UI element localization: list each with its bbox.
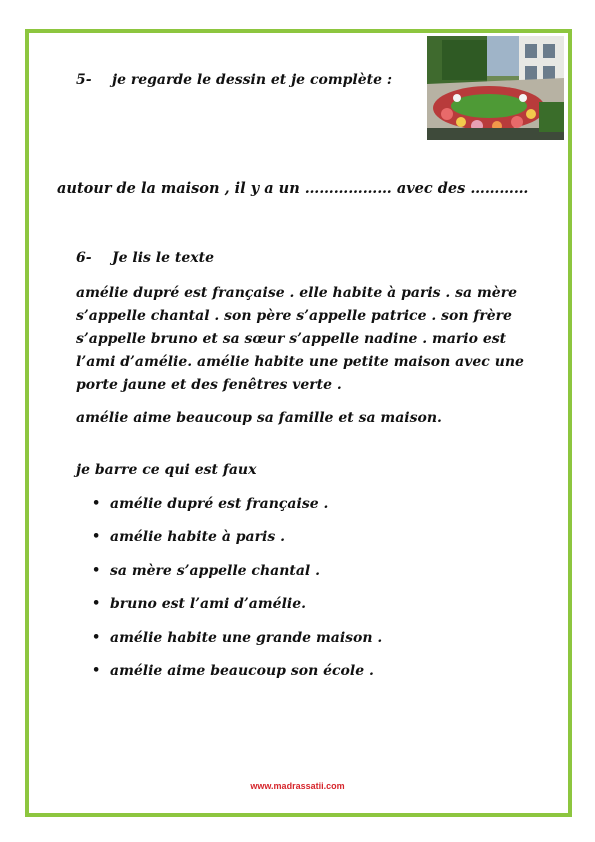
exercise-6-heading [76, 250, 214, 266]
statement-text: sa mère s’appelle chantal . [110, 562, 320, 579]
exercise-5-instruction: je regarde le dessin et je complète : [112, 72, 393, 88]
bullet-icon: • [92, 596, 101, 612]
list-item [92, 496, 382, 529]
exercise-6-instruction: Je lis le texte [112, 250, 214, 266]
reading-text [76, 282, 546, 430]
garden-photo [427, 36, 564, 140]
statement-text: amélie aime beaucoup son école . [110, 662, 374, 679]
statement-text: amélie habite une grande maison . [110, 629, 383, 646]
list-item [92, 630, 382, 663]
footer-website: www.madrassatii.com [250, 781, 345, 791]
list-item [92, 563, 382, 596]
bullet-icon: • [92, 562, 101, 578]
reading-paragraph-1: amélie dupré est française . elle habite à paris . sa mère s’appelle chantal . son père s’appelle patrice . son frère s’appelle bruno et sa sœur s’appelle nadine . mario est l’ami d’amélie. amélie habite une petite maison avec une porte jaune et des fenêtres verte . [76, 285, 524, 393]
exercise-6-number: 6- [76, 250, 92, 266]
task-instruction: je barre ce qui est faux [76, 462, 257, 478]
list-item [92, 596, 382, 629]
list-item [92, 529, 382, 562]
bullet-icon: • [92, 662, 101, 678]
bullet-icon: • [92, 496, 101, 511]
reading-paragraph-2: amélie aime beaucoup sa famille et sa maison. [76, 410, 442, 426]
statement-text: amélie dupré est française . [110, 496, 329, 512]
statement-text: amélie habite à paris . [110, 529, 285, 546]
bullet-icon: • [92, 529, 101, 545]
exercise-5-heading [76, 72, 392, 88]
list-item [92, 663, 382, 696]
bullet-icon: • [92, 629, 101, 645]
exercise-5-number: 5- [76, 72, 92, 88]
statement-list [92, 496, 382, 696]
fill-in-sentence: autour de la maison , il y a un ……………… avec des ………… [57, 180, 529, 197]
statement-text: bruno est l’ami d’amélie. [110, 596, 307, 613]
